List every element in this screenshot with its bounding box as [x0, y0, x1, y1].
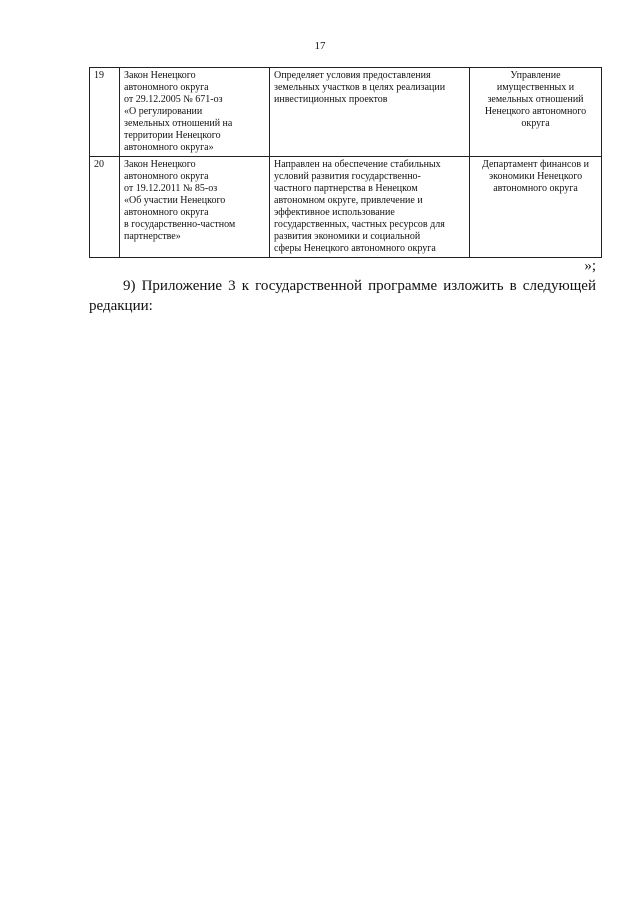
row-number: 20 [90, 157, 120, 258]
executor-cell: Управление имущественных и земельных отношений Ненецкого автономного округа [470, 68, 602, 157]
page-number: 17 [314, 40, 326, 52]
row-number: 19 [90, 68, 120, 157]
legal-act-cell: Закон Ненецкого автономного округа от 29.12.2005 № 671-оз «О регулировании земельных отношений на территории Ненецкого автономного округа» [120, 68, 270, 157]
legal-acts-table [89, 67, 602, 258]
description-cell: Направлен на обеспечение стабильных условий развития государственно- частного партнерства в Ненецком автономном округе, привлечение и эффективное использование государственных, частных ресурсов для развития экономики и социальной сферы Ненецкого автономного округа [270, 157, 470, 258]
table-row [90, 68, 602, 157]
executor-cell: Департамент финансов и экономики Ненецкого автономного округа [470, 157, 602, 258]
closing-quote: »; [584, 258, 596, 274]
amendment-paragraph: 9) Приложение 3 к государственной программе изложить в следующей редакции: [89, 278, 596, 314]
description-cell: Определяет условия предоставления земельных участков в целях реализации инвестиционных проектов [270, 68, 470, 157]
legal-act-cell: Закон Ненецкого автономного округа от 19.12.2011 № 85-оз «Об участии Ненецкого автономного округа в государственно-частном партнерстве» [120, 157, 270, 258]
table-row [90, 157, 602, 258]
